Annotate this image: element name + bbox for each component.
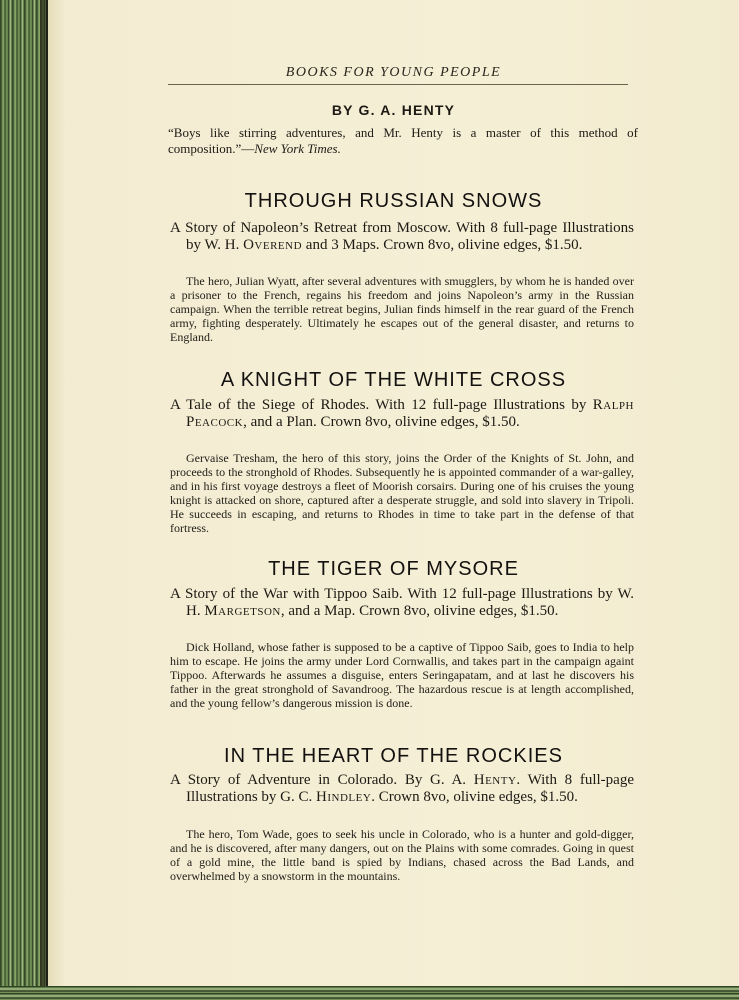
book-description: The hero, Tom Wade, goes to seek his uncle in Colorado, who is a hunter and gold-digger, and he is discovered, after many dangers, out on the Plains with some comrades. Going in quest of a gold mine, the little band is spied by Indians, chased across the Bad Lands, and overwhelmed by a snowstorm in the mountains. — [170, 827, 634, 883]
details-text: A Story of the War with Tippoo Saib. With 12 full-page Illustrations by W. H. — [170, 586, 634, 619]
author-heading: BY G. A. HENTY — [331, 102, 456, 118]
quote-text: “Boys like stirring adventures, and Mr. Henty is a master of this method of composition.”— — [168, 125, 638, 156]
page-edge-stripes — [0, 986, 739, 1000]
header-rule — [168, 84, 628, 85]
press-quote — [168, 125, 638, 157]
book-description: Gervaise Tresham, the hero of this story, joins the Order of the Knights of St. John, and proceeds to the stronghold of Rhodes. Subsequently he is appointed commander of a war-galley, and in his first voyage destroys a fleet of Moorish corsairs. During one of his cruises the young knight is attacked on shore, captured after a desperate struggle, and sold into slavery in Tripoli. He succeeds in escaping, and returns to Rhodes in time to take part in the defense of that fortress. — [170, 451, 634, 535]
book-title: THE TIGER OF MYSORE — [268, 558, 519, 580]
illustrator-name: Overend — [243, 237, 303, 253]
illustrator-name: Margetson — [204, 603, 281, 619]
quote-source: New York Times. — [254, 141, 341, 156]
book-details — [170, 772, 634, 806]
illustrator-name: Hindley — [316, 789, 372, 805]
book-title: THROUGH RUSSIAN SNOWS — [244, 190, 543, 212]
details-text: A Story of Napoleon’s Retreat from Moscow. With 8 full-page Illustrations by W. H. — [170, 220, 634, 253]
book-description: Dick Holland, whose father is supposed to be a captive of Tippoo Saib, goes to India to help him to escape. He joins the army under Lord Cornwallis, and takes part in the campaign againt Tippoo. Afterwards he assumes a disguise, enters Seringapatam, and at last he discovers his father in the great stronghold of Savandroog. The hazardous rescue is at length accomplished, and the young fellow’s dangerous mission is done. — [170, 640, 634, 710]
running-head: BOOKS FOR YOUNG PEOPLE — [285, 65, 502, 80]
details-text: . Crown 8vo, olivine edges, $1.50. — [371, 789, 578, 805]
book-description: The hero, Julian Wyatt, after several adventures with smugglers, by whom he is handed over a prisoner to the French, regains his freedom and joins Napoleon’s army in the Russian campaign. When the terrible retreat begins, Julian finds himself in the rear guard of the French army, fighting desperately. Ultimately he escapes out of the general disaster, and returns to England. — [170, 274, 634, 344]
details-text: . With 8 full-page Illustrations by G. C. — [186, 772, 634, 805]
details-text: , and a Map. Crown 8vo, olivine edges, $1.50. — [280, 603, 559, 619]
details-text: A Tale of the Siege of Rhodes. With 12 full-page Illustrations by — [170, 397, 593, 413]
details-text: , and a Plan. Crown 8vo, olivine edges, $1.50. — [243, 414, 520, 430]
book-title: A KNIGHT OF THE WHITE CROSS — [220, 369, 567, 391]
details-text: A Story of Adventure in Colorado. By G. A. — [170, 772, 474, 788]
illustrator-name: Henty — [473, 772, 517, 788]
book-details — [170, 397, 634, 431]
book-details — [170, 220, 634, 254]
book-title: IN THE HEART OF THE ROCKIES — [224, 745, 563, 767]
illustrator-name: Ralph Peacock — [186, 397, 634, 430]
book-details — [170, 586, 634, 620]
details-text: and 3 Maps. Crown 8vo, olivine edges, $1.50. — [302, 237, 583, 253]
book-page — [48, 0, 739, 987]
